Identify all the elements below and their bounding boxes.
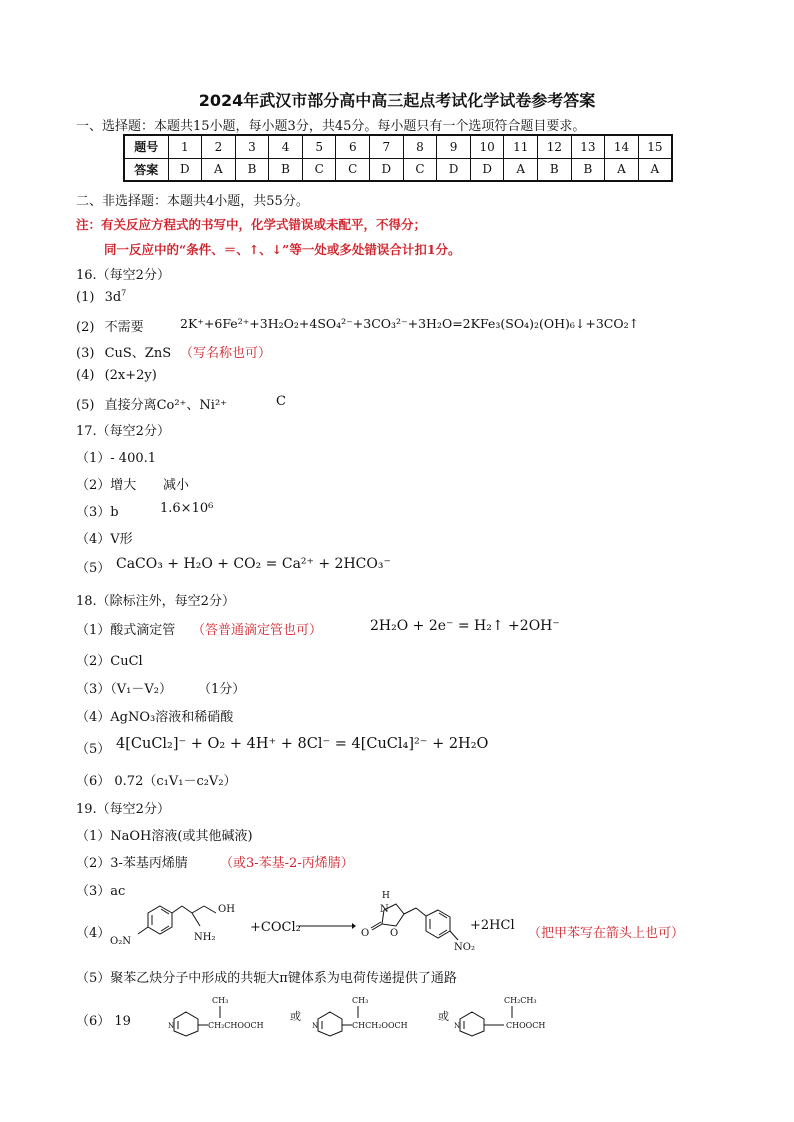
carbonyl-o-label: O	[361, 928, 370, 939]
q19-l2-note: （或3-苯基-2-丙烯腈）	[220, 856, 354, 871]
q16-l2-label: (2)	[76, 320, 95, 335]
q16-l3-answer: CuS、ZnS	[104, 346, 172, 361]
table-cell: D	[437, 158, 471, 181]
table-cell: B	[538, 158, 572, 181]
q19-l4-label: （4）	[76, 926, 111, 941]
isomer-structure-3	[454, 994, 564, 1038]
q19-l4-byproduct: +2HCl	[470, 918, 515, 933]
ring-h-label: H	[382, 891, 390, 901]
isomer2-chain-label: CHCH₂OOCH	[352, 1021, 408, 1030]
table-cell: 9	[437, 135, 471, 158]
q19-line5: （5）聚苯乙炔分子中形成的共轭大π键体系为电荷传递提供了通路	[76, 971, 457, 986]
row-label-answer: 答案	[124, 158, 168, 181]
table-cell: D	[370, 158, 404, 181]
table-cell: C	[302, 158, 336, 181]
q19-line1: （1）NaOH溶液(或其他碱液)	[76, 829, 253, 844]
q19-l4-note: （把甲苯写在箭头上也可）	[528, 926, 685, 941]
table-cell: A	[504, 158, 538, 181]
table-cell: D	[168, 158, 202, 181]
q18-l1-equation: 2H₂O + 2e⁻ = H₂↑ +2OH⁻	[370, 618, 560, 634]
table-cell: B	[235, 158, 269, 181]
q16-l5-label: (5)	[76, 398, 95, 413]
table-cell: 13	[571, 135, 605, 158]
nitro-group-label: O₂N	[110, 936, 131, 947]
table-cell: 7	[370, 135, 404, 158]
isomer2-methyl-label: CH₃	[352, 996, 369, 1005]
reaction-arrow	[298, 920, 356, 932]
table-cell: A	[202, 158, 236, 181]
pyridine-n-label: N	[312, 1022, 319, 1030]
q16-l3-label: (3)	[76, 346, 95, 361]
table-cell: 6	[336, 135, 370, 158]
table-cell: 8	[403, 135, 437, 158]
ring-o-label: O	[390, 928, 399, 939]
q16-line3	[76, 342, 171, 361]
grading-note-1: 注：有关反应方程式的书写中，化学式错误或未配平，不得分；	[76, 217, 427, 232]
table-cell: 14	[605, 135, 639, 158]
q18-line6: （6） 0.72（c₁V₁－c₂V₂）	[76, 774, 237, 789]
table-cell: C	[403, 158, 437, 181]
q18-l5-label: （5）	[76, 742, 111, 757]
q16-l4-answer: (2x+2y)	[104, 368, 157, 383]
section1-header: 一、选择题：本题共15小题，每小题3分，共45分。每小题只有一个选项符合题目要求。	[76, 119, 586, 134]
row-label-question: 题号	[124, 135, 168, 158]
q16-l2-answer: 不需要	[104, 320, 144, 335]
table-cell: B	[571, 158, 605, 181]
q16-l4-label: (4)	[76, 368, 95, 383]
q18-line3a: （3）（V₁－V₂）	[76, 682, 172, 697]
table-cell: A	[605, 158, 639, 181]
grading-note-2: 同一反应中的“条件、＝、↑、↓”等一处或多处错误合计扣1分。	[104, 242, 461, 257]
q18-l5-equation: 4[CuCl₂]⁻ + O₂ + 4H⁺ + 8Cl⁻ = 4[CuCl₄]²⁻ + 2H₂O	[116, 736, 489, 752]
answer-row	[124, 158, 672, 181]
q16-line5	[76, 394, 227, 413]
q16-line1	[76, 290, 126, 305]
q18-line3b: （1分）	[198, 682, 246, 697]
q19-header: 19.（每空2分）	[76, 802, 170, 817]
table-cell: A	[638, 158, 672, 181]
table-cell: 2	[202, 135, 236, 158]
q17-line3b: 1.6×10⁶	[160, 501, 214, 516]
answer-table	[123, 134, 673, 182]
q17-l5-label: （5）	[76, 561, 111, 576]
q19-l6-label: （6） 19	[76, 1014, 131, 1029]
q19-l4-reagent: +COCl₂	[250, 920, 301, 935]
q16-l5-choice: C	[276, 394, 286, 409]
q18-l1-note: （答普通滴定管也可）	[192, 623, 323, 638]
table-cell: 15	[638, 135, 672, 158]
table-cell: 3	[235, 135, 269, 158]
table-cell: 4	[269, 135, 303, 158]
q16-l5-answer: 直接分离Co²⁺、Ni²⁺	[104, 398, 228, 413]
q17-line4: （4）V形	[76, 532, 133, 547]
section2-header: 二、非选择题：本题共4小题，共55分。	[76, 194, 309, 209]
q16-l2-equation: 2K⁺+6Fe²⁺+3H₂O₂+4SO₄²⁻+3CO₃²⁻+3H₂O=2KFe₃(SO₄)₂(OH)₆↓+3CO₂↑	[180, 316, 640, 331]
q18-line4: （4）AgNO₃溶液和稀硝酸	[76, 710, 234, 725]
isomer1-chain-label: CH₂CHOOCH	[208, 1021, 264, 1030]
q17-header: 17.（每空2分）	[76, 424, 170, 439]
table-cell: D	[470, 158, 504, 181]
q19-line2a: （2）3-苯基丙烯腈	[76, 856, 188, 871]
amine-label: NH₂	[194, 932, 216, 943]
q17-line2b: 减小	[163, 478, 190, 493]
page-title: 2024年武汉市部分高中高三起点考试化学试卷参考答案	[198, 91, 596, 110]
q17-l5-equation: CaCO₃ + H₂O + CO₂ = Ca²⁺ + 2HCO₃⁻	[116, 556, 391, 572]
q16-line2	[76, 316, 144, 335]
q16-line4	[76, 368, 157, 383]
table-cell: 10	[470, 135, 504, 158]
q17-line2a: （2）增大	[76, 478, 137, 493]
hydroxyl-label: OH	[218, 904, 235, 915]
q18-header: 18.（除标注外，每空2分）	[76, 594, 235, 609]
pyridine-n-label: N	[454, 1022, 461, 1030]
q19-line3: （3）ac	[76, 884, 126, 899]
ring-n-label: N	[380, 904, 389, 915]
isomer-structure-2	[312, 994, 432, 1038]
table-cell: C	[336, 158, 370, 181]
q16-l1-sup: 7	[121, 288, 127, 298]
table-cell: 1	[168, 135, 202, 158]
q18-line1a: （1）酸式滴定管	[76, 623, 176, 638]
isomer3-chain-label: CHOOCH	[506, 1021, 546, 1030]
q17-line1: （1）- 400.1	[76, 451, 157, 466]
or-separator-1: 或	[290, 1010, 301, 1023]
table-cell: B	[269, 158, 303, 181]
product-nitro-label: NO₂	[454, 942, 475, 953]
reactant-structure	[108, 890, 248, 956]
pyridine-n-label: N	[168, 1022, 175, 1030]
question-number-row	[124, 135, 672, 158]
q17-line3a: （3）b	[76, 505, 119, 520]
table-cell: 11	[504, 135, 538, 158]
isomer-structure-1	[168, 994, 278, 1038]
or-separator-2: 或	[438, 1010, 449, 1023]
table-cell: 12	[538, 135, 572, 158]
q16-l1-answer: 3d	[104, 290, 122, 305]
q16-header: 16.（每空2分）	[76, 268, 170, 283]
q16-l3-note: （写名称也可）	[180, 346, 272, 361]
q16-l1-label: (1)	[76, 290, 95, 305]
isomer1-methyl-label: CH₃	[212, 996, 229, 1005]
q18-line2: （2）CuCl	[76, 654, 143, 669]
isomer3-ethyl-label: CH₂CH₃	[504, 996, 537, 1005]
table-cell: 5	[302, 135, 336, 158]
